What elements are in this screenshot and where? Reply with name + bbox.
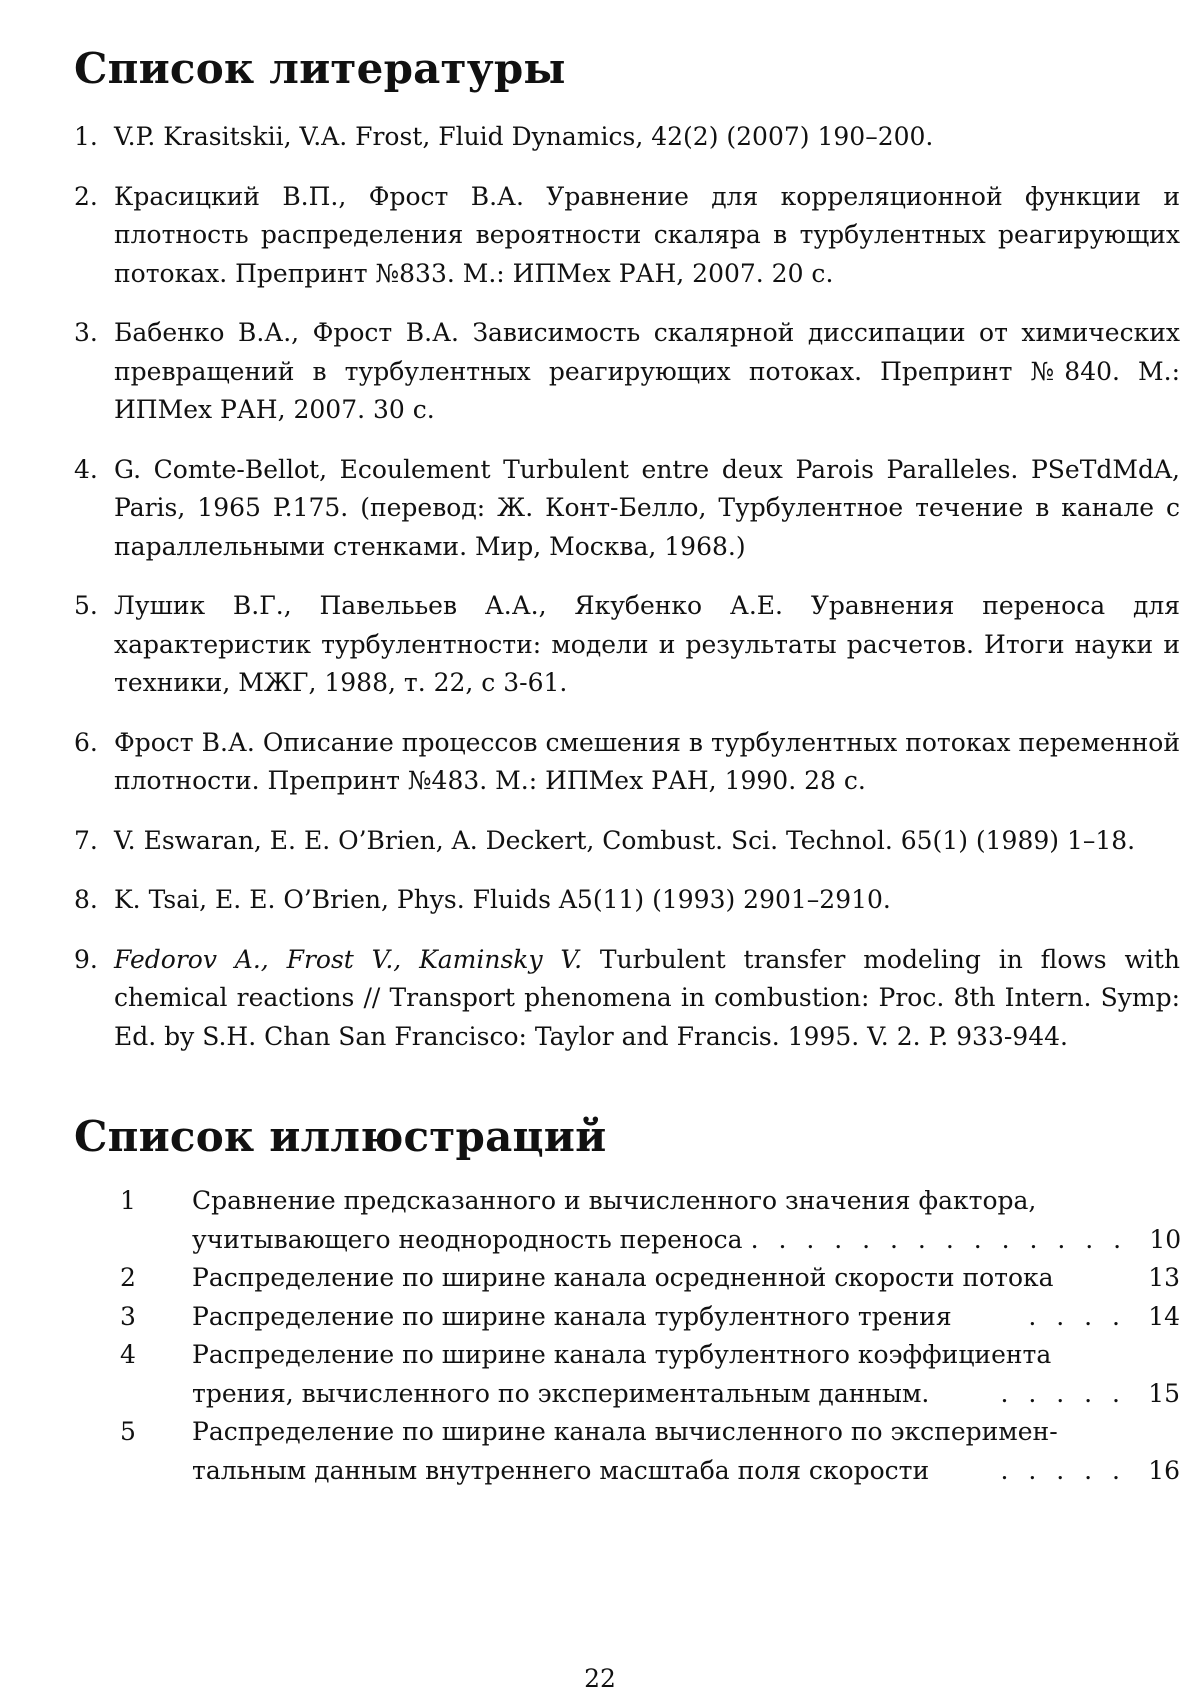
- figure-page-number: 15: [1148, 1378, 1180, 1408]
- dot-leader: [1054, 1259, 1134, 1298]
- reference-item: [74, 178, 1180, 294]
- figure-number: 5: [120, 1417, 136, 1446]
- reference-number: 3.: [74, 318, 98, 347]
- figure-caption-line: Сравнение предсказанного и вычисленного значения фактора,: [192, 1186, 1037, 1215]
- figure-caption: [192, 1336, 1180, 1413]
- figure-caption-text: учитывающего неоднородность переноса: [192, 1224, 743, 1254]
- reference-text: Фрост В.А. Описание процессов смешения в турбулентных потоках переменной плотности. Препринт №483. М.: ИПМех РАН, 1990. 28 с.: [114, 727, 1180, 795]
- dot-leader: . . . . .: [1000, 1378, 1126, 1408]
- figure-caption-text: тальным данным внутреннего масштаба поля скорости: [192, 1455, 930, 1485]
- reference-item: [74, 941, 1180, 1057]
- figure-page-number: 14: [1148, 1301, 1180, 1331]
- reference-item: [74, 314, 1180, 430]
- reference-text: Бабенко В.А., Фрост В.А. Зависимость скалярной диссипации от химических превращений в турбулентных реагирующих потоках. Препринт №840. М.: ИПМех РАН, 2007. 30 с.: [114, 318, 1180, 424]
- figures-heading: Список иллюстраций: [74, 1112, 607, 1161]
- figure-number: 4: [120, 1340, 136, 1369]
- reference-item: [74, 881, 1180, 920]
- dot-leader: . . . . . . . . . . . . . .: [750, 1224, 1128, 1254]
- figure-caption-text: Распределение по ширине канала осредненной скорости потока: [192, 1263, 1054, 1292]
- reference-number: 9.: [74, 944, 98, 974]
- figure-page-number: 10: [1149, 1224, 1182, 1254]
- figure-caption-line: [192, 1259, 1180, 1298]
- reference-number: 8.: [74, 885, 98, 914]
- reference-number: 4.: [74, 454, 98, 484]
- figure-number: 3: [120, 1301, 136, 1331]
- reference-number: 7.: [74, 825, 98, 855]
- figure-page-number: 16: [1148, 1455, 1180, 1485]
- reference-item: [74, 451, 1180, 567]
- reference-number: 1.: [74, 122, 98, 151]
- reference-text: V. Eswaran, E. E. O’Brien, A. Deckert, Combust. Sci. Technol. 65(1) (1989) 1–18.: [114, 825, 1136, 855]
- dot-leader: . . . . .: [1000, 1455, 1126, 1485]
- figure-caption-text: Распределение по ширине канала турбулентного трения: [192, 1301, 952, 1331]
- figures-list: [74, 1182, 1180, 1490]
- figure-caption-line: [192, 1375, 1180, 1414]
- figure-caption: [192, 1413, 1180, 1490]
- reference-text: K. Tsai, E. E. O’Brien, Phys. Fluids A5(11) (1993) 2901–2910.: [114, 885, 891, 914]
- reference-authors: Fedorov A., Frost V., Kaminsky V.: [114, 944, 583, 974]
- reference-item: [74, 587, 1180, 703]
- references-list: [74, 118, 1180, 1056]
- page: [74, 42, 1180, 1490]
- figure-number: 1: [120, 1186, 136, 1215]
- figure-number: 2: [120, 1263, 136, 1292]
- references-heading: Список литературы: [74, 44, 566, 93]
- reference-text: Лушик В.Г., Павелььев А.А., Якубенко А.Е. Уравнения переноса для характеристик турбулентности: модели и результаты расчетов. Итоги науки и техники, МЖГ, 1988, т. 22, с 3-61.: [114, 591, 1180, 697]
- reference-number: 2.: [74, 181, 98, 211]
- figure-caption-text: трения, вычисленного по экспериментальным данным.: [192, 1378, 930, 1408]
- figure-page-number: 13: [1148, 1263, 1180, 1292]
- figure-entry[interactable]: [74, 1336, 1180, 1413]
- reference-text: V.P. Krasitskii, V.A. Frost, Fluid Dynamics, 42(2) (2007) 190–200.: [114, 122, 934, 151]
- figure-caption-line: Распределение по ширине канала турбулентного коэффициента: [192, 1340, 1052, 1369]
- figure-caption: [192, 1298, 1180, 1337]
- reference-item: [74, 724, 1180, 801]
- reference-text: Turbulent transfer modeling in flows with chemical reactions // Transport phenomena in combustion: Proc. 8th Intern. Symp: Ed. by S.H. Chan San Francisco: Taylor and Francis. 1995. V. 2. P. 933-944.: [114, 944, 1180, 1051]
- figure-caption-line: [192, 1452, 1180, 1491]
- reference-item: [74, 118, 1180, 157]
- reference-number: 6.: [74, 727, 98, 757]
- dot-leader: . . . .: [1028, 1301, 1126, 1331]
- figure-entry[interactable]: [74, 1182, 1180, 1259]
- reference-text: Красицкий В.П., Фрост В.А. Уравнение для корреляционной функции и плотность распределения вероятности скаляра в турбулентных реагирующих потоках. Препринт №833. М.: ИПМех РАН, 2007. 20 с.: [114, 181, 1180, 288]
- figure-entry[interactable]: [74, 1298, 1180, 1337]
- figure-caption-line: [192, 1298, 1180, 1337]
- figure-caption: [192, 1259, 1180, 1298]
- reference-number: 5.: [74, 591, 98, 620]
- reference-text: G. Comte-Bellot, Ecoulement Turbulent entre deux Parois Paralleles. PSeTdMdA, Paris, 1965 P.175. (перевод: Ж. Конт-Белло, Турбулентное течение в канале с параллельными стенками. Мир, Москва, 1968.): [114, 454, 1180, 561]
- figure-caption: [192, 1182, 1181, 1259]
- reference-item: [74, 822, 1180, 861]
- figure-entry[interactable]: [74, 1259, 1180, 1298]
- figure-caption-line: [192, 1221, 1181, 1260]
- page-number: 22: [584, 1664, 616, 1693]
- figure-caption-line: Распределение по ширине канала вычисленного по эксперимен-: [192, 1417, 1058, 1446]
- figure-entry[interactable]: [74, 1413, 1180, 1490]
